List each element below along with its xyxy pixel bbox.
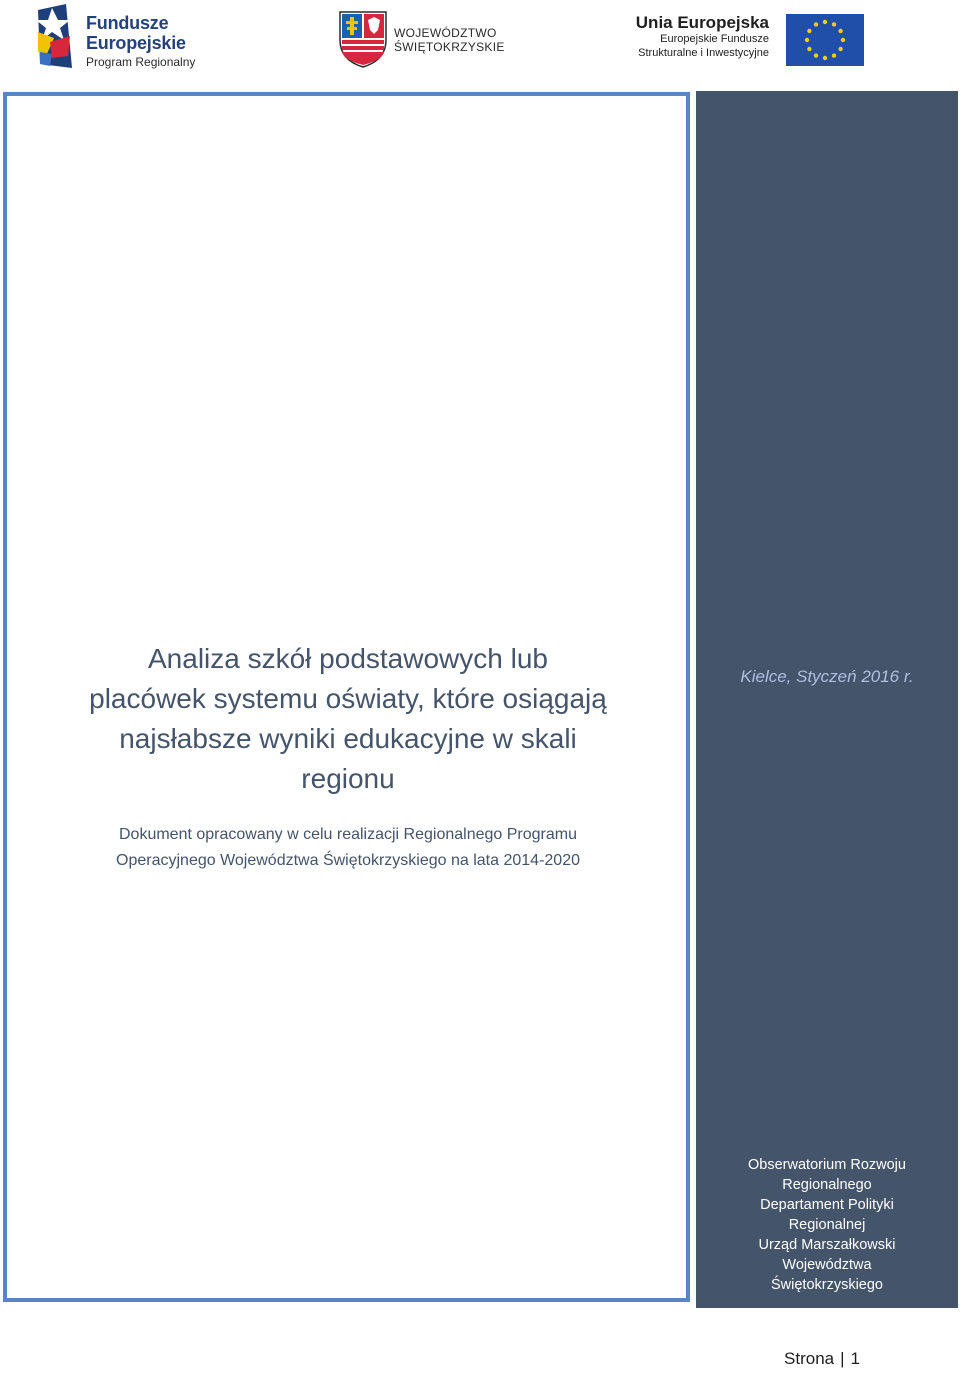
- organization-line: Regionalnej: [788, 1217, 866, 1233]
- logo-header: [0, 0, 960, 85]
- page-number: 1: [850, 1349, 860, 1368]
- title-line: regionu: [301, 763, 395, 794]
- organization-block: [696, 1155, 958, 1295]
- fundusze-europejskie-logo: [36, 4, 216, 74]
- unia-line2: Europejskie Fundusze: [660, 33, 769, 45]
- subtitle-line: Operacyjnego Województwa Świętokrzyskiego na lata 2014-2020: [116, 852, 580, 869]
- cover-left-panel: [3, 92, 690, 1302]
- unia-line1: Unia Europejska: [635, 13, 769, 32]
- organization-line: Departament Polityki: [760, 1197, 894, 1213]
- page-separator: |: [840, 1349, 845, 1368]
- wojewodztwo-swietokrzyskie-coat-of-arms-icon: [338, 10, 388, 68]
- eu-flag-icon: [786, 14, 864, 66]
- fundusze-europejskie-logo-icon: [36, 4, 76, 72]
- publication-date: Kielce, Styczeń 2016 r.: [740, 667, 914, 686]
- wojewodztwo-logo: [338, 10, 508, 70]
- title-line: Analiza szkół podstawowych lub: [148, 643, 548, 674]
- fundusze-line3: Program Regionalny: [86, 55, 196, 69]
- unia-europejska-logo: [612, 12, 864, 68]
- fundusze-line1: Fundusze: [86, 13, 169, 33]
- unia-line3: Strukturalne i Inwestycyjne: [638, 47, 769, 59]
- page-footer: [784, 1349, 860, 1369]
- organization-line: Województwa: [782, 1257, 872, 1273]
- title-line: najsłabsze wyniki edukacyjne w skali: [119, 723, 577, 754]
- organization-line: Regionalnego: [782, 1177, 872, 1193]
- wojewodztwo-line1: WOJEWÓDZTWO: [394, 26, 497, 40]
- fundusze-line2: Europejskie: [86, 33, 186, 53]
- organization-line: Świętokrzyskiego: [770, 1277, 883, 1293]
- fundusze-text: [86, 14, 195, 68]
- subtitle-line: Dokument opracowany w celu realizacji Regionalnego Programu: [118, 826, 577, 843]
- document-subtitle: [17, 822, 679, 874]
- organization-line: Urząd Marszałkowski: [758, 1237, 896, 1253]
- wojewodztwo-line2: ŚWIĘTOKRZYSKIE: [394, 40, 505, 54]
- unia-text: [636, 14, 769, 59]
- cover-right-panel: [696, 91, 958, 1308]
- organization-line: Obserwatorium Rozwoju: [748, 1157, 906, 1173]
- page-label: Strona: [784, 1349, 835, 1368]
- wojewodztwo-text: [394, 27, 505, 53]
- title-line: placówek systemu oświaty, które osiągają: [89, 683, 607, 714]
- document-title: [17, 639, 679, 799]
